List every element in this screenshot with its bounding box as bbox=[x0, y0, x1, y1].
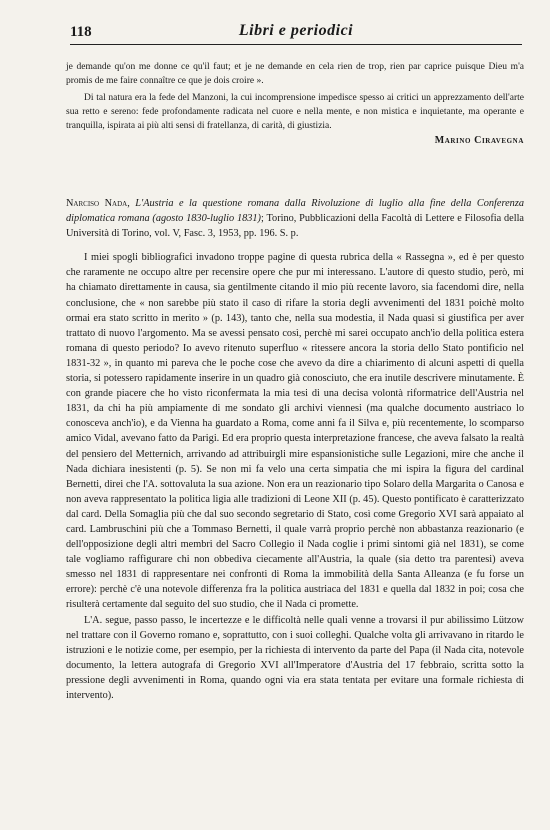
review-section bbox=[66, 196, 524, 703]
review-publication: ; Torino, Pubblicazioni della Facoltà di Lettere e Filosofia della Università di Torino, vol. V, Fasc. 3, 1953, pp. 196. S. p. bbox=[66, 213, 524, 240]
page-number: 118 bbox=[70, 24, 92, 40]
running-title: Libri e periodici bbox=[238, 22, 354, 39]
page-header bbox=[70, 20, 522, 45]
review-heading: Narciso Nada, L'Austria e la questione romana dalla Rivoluzione di luglio alla fine della Conferenza diplomatica romana (agosto 1830-luglio 1831); Torino, Pubblicazioni della Facoltà di Lettere e Filosofia della Università di Torino, vol. V, Fasc. 3, 1953, pp. 196. S. p. bbox=[66, 198, 524, 240]
review-title: L'Austria e la questione romana dalla Rivoluzione di luglio alla fine della Conferenza diplomatica romana (agosto 1830-luglio 1831) bbox=[66, 198, 524, 225]
top-section bbox=[66, 60, 524, 149]
body-paragraph: L'A. segue, passo passo, le incertezze e le difficoltà nelle quali venne a trovarsi il pur abilissimo Lützow nel trattare con il Governo romano e, soprattutto, con i suoi colleghi. Qualche volta gli arrivavano in ritardo le istruzioni e le notizie come, per esempio, per la richiesta di intervento da parte del Papa (il Nada cita, notevole documento, la lettera autografa di Gregorio XVI all'Imperatore d'Austria del 17 febbraio, scritta sotto la pressione degli avvenimenti in Roma, quando ogni via era stata tentata per evitare una formale richiesta di intervento). bbox=[66, 614, 524, 701]
review-author: Narciso Nada bbox=[66, 198, 128, 209]
manzoni-paragraph: Di tal natura era la fede del Manzoni, la cui incomprensione impedisce spesso ai critici un apprezzamento dell'arte sua retto e sereno: fede profondamente radicata nel cuore e nella mente, e non mistica e inquietante, ma operante e tranquilla, ispirata ai più alti sensi di fratellanza, di carità, di giustizia. bbox=[66, 92, 524, 132]
signature: Marino Ciravegna bbox=[434, 135, 524, 147]
body-paragraph: I miei spogli bibliografici invadono troppe pagine di questa rubrica della « Rassegna », ed è per questo che raramente ne occupo altre per recensire opere che pur mi interessano. L'autore di questo studio, però, mi ha chiamato direttamente in causa, sia gentilmente citando il mio più recente lavoro, sia facendomi dire, nella conclusione, che « non sarebbe più stato il caso di rifare la storia degli avvenimenti del 1831 poichè molto ormai era stato scritto in merito » (p. 143), tanto che, nella sua modestia, il Nada quasi si giustifica per aver trattato di nuovo l'argomento. Ma se avessi pensato così, perchè mi sarei occupato anch'io della politica estera romana di questo periodo? Io avevo ritenuto superfluo « ritessere ancora la storia dello Stato pontificio nel 1831-32 », in quanto mi pareva che le poche cose che avevo da dire a chiarimento di alcuni aspetti di quella storia, si potessero rapidamente inserire in un quadro già conosciuto, che era inutile descrivere minutamente. È con grande piacere che ho visto riconfermata la mia tesi di una decisa volontà riformatrice dell'Austria nel 1831, da chi ha più ampiamente di me sondato gli archivi viennesi (ma qualche documento austriaco lo conosceva anch'io), e da Vienna ha guardato a Roma, come anni fa il Silva e, più recentemente, lo scomparso amico Vidal, avevano fatto da Parigi. Ed era proprio questa interpretazione francese, che aveva falsato la realtà del pensiero del Metternich, arrivando ad attribuirgli mire espansionistiche sulle Legazioni, mire che anche il Nada dichiara inesistenti (p. 5). Se non mi fa velo una certa simpatia che mi ispira la figura del cardinal Bernetti, direi che l'A. sottovaluta la sua azione. Non era un reazionario tipo Solaro della Margarita o Canosa e non aveva rappresentato la politica ligia alle tradizioni di Leone XII (p. 45). Questo pontificato è caratterizzato dal card. Della Somaglia più che dal suo secondo segretario di Stato, così come Gregorio XVI sarà appaiato al card. Lambruschini più che a Tommaso Bernetti, il quale varrà proprio perchè non abbastanza reazionario (e dell'opposizione degli altri membri del Sacro Collegio il Nada coglie i primi sintomi già nel 1831), se come tale vogliamo raffigurare chi non obbediva ciecamente all'Austria, la quale (sia detto tra parentesi) aveva smesso nel 1831 di rappresentare nei confronti di Roma la immobilità della Santa Alleanza (e fu forse un errore): perchè c'è una notevole differenza fra la politica austriaca del 1831 e quella dal 1832 in poi; cosa che risulterà certamente dal seguito del suo studio, che il Nada ci promette. bbox=[66, 252, 524, 611]
quote-paragraph: je demande qu'on me donne ce qu'il faut; et je ne demande en cela rien de trop, rien par caprice puisque Dieu m'a promis de me faire connaître ce que je dois croire ». bbox=[66, 62, 524, 87]
